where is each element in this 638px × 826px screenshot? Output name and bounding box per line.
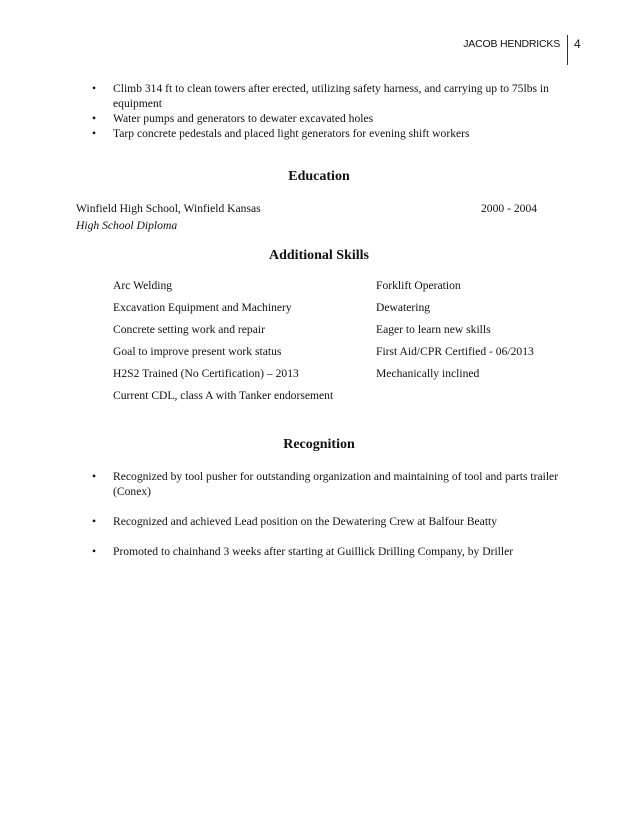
skill-left: Goal to improve present work status [113,345,282,358]
education-degree: High School Diploma [76,219,178,232]
list-item: • Tarp concrete pedestals and placed light generators for evening shift workers [92,126,562,141]
skills-heading: Additional Skills [269,248,369,263]
recognition-heading: Recognition [283,437,355,452]
list-item: • Recognized and achieved Lead position on the Dewatering Crew at Balfour Beatty [92,514,572,529]
recognition-list [92,469,572,574]
education-school: Winfield High School, Winfield Kansas [76,202,261,215]
skill-left: Concrete setting work and repair [113,323,265,336]
skills-row [113,388,533,410]
skill-left: Excavation Equipment and Machinery [113,301,292,314]
skill-right: Forklift Operation [376,279,461,292]
skills-table [113,278,533,410]
list-item: • Water pumps and generators to dewater excavated holes [92,111,562,126]
list-item: • Climb 314 ft to clean towers after erected, utilizing safety harness, and carrying up to 75lbs in equipment [92,81,562,111]
skills-row [113,300,533,322]
skill-left: Arc Welding [113,279,173,292]
education-heading: Education [288,169,350,184]
skills-row [113,278,533,300]
skills-row [113,322,533,344]
skill-right: Mechanically inclined [376,367,480,380]
skill-right: Dewatering [376,301,431,314]
education-dates: 2000 - 2004 [481,202,538,215]
skill-right: First Aid/CPR Certified - 06/2013 [376,345,534,358]
page-number: 4 [574,37,581,51]
header-divider [567,35,568,65]
list-item: • Recognized by tool pusher for outstanding organization and maintaining of tool and parts trailer (Conex) [92,469,572,499]
skill-left: Current CDL, class A with Tanker endorsement [113,389,334,402]
skills-row [113,344,533,366]
experience-bullet-list [92,81,562,141]
header-name: JACOB HENDRICKS [463,38,560,50]
skill-left: H2S2 Trained (No Certification) – 2013 [113,367,299,380]
skill-right: Eager to learn new skills [376,323,491,336]
skills-row [113,366,533,388]
list-item: • Promoted to chainhand 3 weeks after starting at Guillick Drilling Company, by Driller [92,544,572,559]
